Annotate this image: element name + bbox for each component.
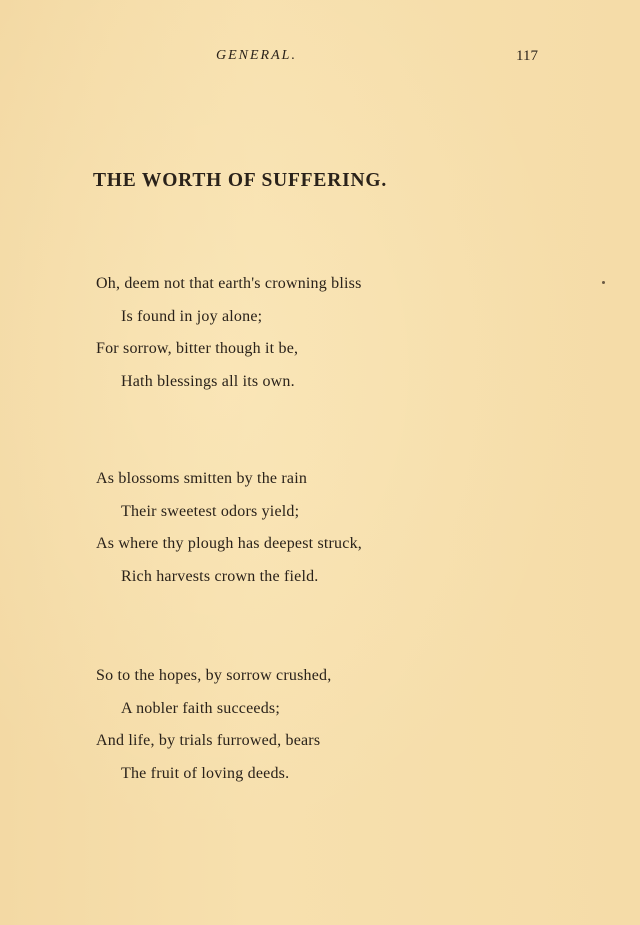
poem-line: Oh, deem not that earth's crowning bliss [96, 275, 362, 292]
stanza-2 [96, 463, 516, 593]
poem-line: So to the hopes, by sorrow crushed, [96, 667, 332, 684]
poem-line: A nobler faith succeeds; [121, 699, 280, 717]
poem-line: And life, by trials furrowed, bears [96, 732, 321, 749]
section-name: GENERAL. [216, 48, 297, 63]
stanza-3 [96, 660, 516, 790]
poem-line: Is found in joy alone; [121, 307, 263, 325]
poem-line: For sorrow, bitter though it be, [96, 340, 299, 357]
poem-title: THE WORTH OF SUFFERING. [93, 170, 387, 191]
poem-line: The fruit of loving deeds. [121, 764, 290, 782]
poem-line: As where thy plough has deepest struck, [96, 535, 362, 552]
page-number: 117 [516, 48, 538, 64]
poem-line: As blossoms smitten by the rain [96, 470, 308, 487]
paper-speck [602, 281, 605, 284]
poem-line: Hath blessings all its own. [121, 372, 295, 390]
poem-line: Rich harvests crown the field. [121, 567, 319, 585]
poem-line: Their sweetest odors yield; [121, 502, 300, 520]
stanza-1 [96, 268, 516, 398]
running-head [0, 48, 640, 70]
